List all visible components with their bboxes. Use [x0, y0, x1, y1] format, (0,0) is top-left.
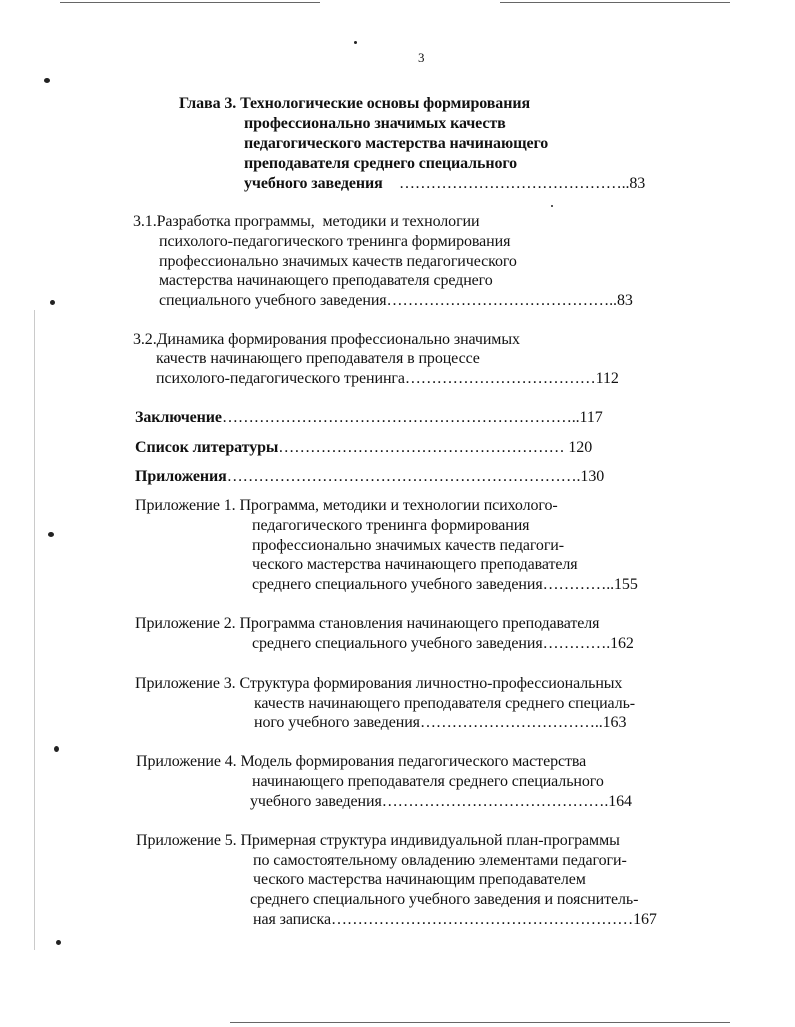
- toc-appendix2-line2: среднего специального учебного заведения………….162: [252, 635, 634, 652]
- toc-chapter3-leader: ……………………………………..83: [399, 175, 646, 192]
- toc-3-1-line2: психолого-педагогического тренинга формирования: [159, 233, 511, 250]
- toc-3-2-line2: качеств начинающего преподавателя в процессе: [156, 350, 480, 367]
- toc-references-label: Список литературы: [135, 439, 279, 456]
- scan-edge-bottom: [230, 1022, 730, 1023]
- page-number: 3: [418, 50, 425, 65]
- toc-appendix2-line1: Приложение 2. Программа становления начинающего преподавателя: [135, 615, 600, 632]
- toc-appendix3-line2: качеств начинающего преподавателя среднего специаль-: [254, 695, 636, 712]
- toc-3-1-line3: профессионально значимых качеств педагогического: [159, 253, 517, 270]
- scan-speck: [551, 205, 553, 207]
- toc-appendices-leader: ………………………………………………………….130: [226, 468, 605, 485]
- toc-appendix5-line1: Приложение 5. Примерная структура индивидуальной план-программы: [136, 832, 620, 849]
- scan-edge-top-right: [500, 2, 730, 3]
- scan-speck: [354, 41, 357, 44]
- toc-appendices-label: Приложения: [135, 468, 227, 485]
- toc-3-2-line1: 3.2.Динамика формирования профессионально значимых: [133, 331, 520, 348]
- toc-references: [135, 438, 592, 457]
- scan-speck: [50, 300, 55, 305]
- toc-conclusion-leader: …………………………………………………………..117: [221, 409, 603, 426]
- toc-appendix4-line1: Приложение 4. Модель формирования педагогического мастерства: [136, 753, 587, 770]
- toc-chapter3-line3: педагогического мастерства начинающего: [244, 135, 549, 152]
- toc-appendix5-line5: ная записка…………………………………………………167: [253, 911, 657, 928]
- toc-chapter3-line2: профессионально значимых качеств: [244, 115, 506, 132]
- scan-speck: [48, 532, 54, 537]
- toc-appendix1-line2: педагогического тренинга формирования: [252, 517, 530, 534]
- toc-appendix4-line3: учебного заведения…………………………………….164: [250, 793, 632, 810]
- toc-3-1-line4: мастерства начинающего преподавателя среднего: [159, 272, 493, 289]
- toc-3-1-line1: 3.1.Разработка программы, методики и технологии: [133, 213, 480, 230]
- scan-speck: [56, 940, 61, 945]
- toc-conclusion: [135, 408, 603, 427]
- toc-appendix4-line2: начинающего преподавателя среднего специального: [252, 773, 604, 790]
- toc-appendix1-line5: среднего специального учебного заведения…………..155: [252, 576, 638, 593]
- toc-appendix5-line2: по самостоятельному овладению элементами педагоги-: [253, 852, 627, 869]
- toc-3-1-line5: специального учебного заведения……………………………………..83: [159, 292, 633, 309]
- toc-appendix3-line3: ного учебного заведения……………………………..163: [254, 714, 627, 731]
- toc-conclusion-label: Заключение: [135, 409, 222, 426]
- toc-chapter3-line5: учебного заведения: [244, 175, 383, 192]
- scan-speck: [54, 746, 59, 752]
- toc-appendix5-line4: среднего специального учебного заведения и пояснитель-: [250, 891, 639, 908]
- scan-speck: [44, 78, 50, 83]
- toc-appendix1-line4: ческого мастерства начинающего преподавателя: [252, 556, 578, 573]
- toc-appendix3-line1: Приложение 3. Структура формирования личностно-профессиональных: [135, 675, 623, 692]
- scan-edge-left: [34, 310, 35, 950]
- toc-chapter3-line4: преподавателя среднего специального: [244, 155, 518, 172]
- scan-edge-top: [60, 2, 320, 3]
- toc-references-leader: ……………………………………………… 120: [278, 439, 593, 456]
- toc-appendix5-line3: ческого мастерства начинающим преподавателем: [253, 871, 586, 888]
- toc-appendices: [135, 467, 604, 486]
- toc-appendix1-line3: профессионально значимых качеств педагоги-: [252, 537, 564, 554]
- toc-appendix1-line1: Приложение 1. Программа, методики и технологии психолого-: [135, 497, 558, 514]
- toc-3-2-line3: психолого-педагогического тренинга………………………………112: [156, 370, 619, 387]
- toc-chapter3-line1: Глава 3. Технологические основы формирования: [179, 95, 530, 112]
